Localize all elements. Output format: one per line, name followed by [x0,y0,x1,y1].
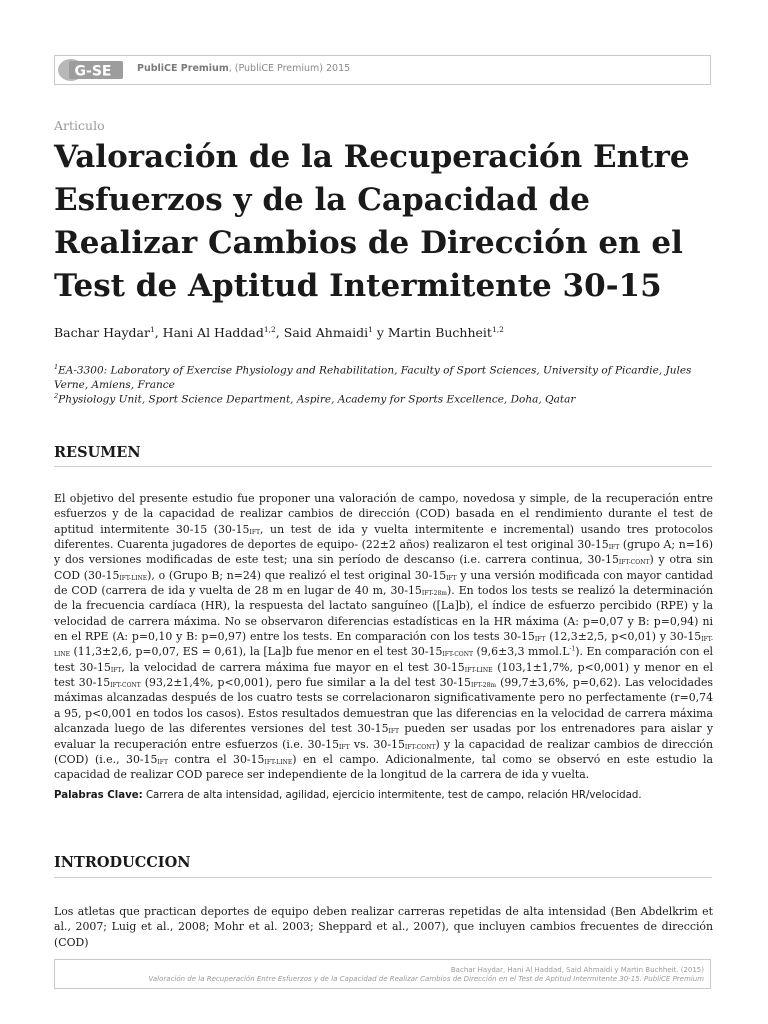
introduction-body: Los atletas que practican deportes de equipo deben realizar carreras repetidas de alta intensidad (Ben Abdelkrim et al., 2007; Luig et al., 2008; Mohr et al. 2003; Sheppard et al., 2007), que incluyen cambios frecuentes de dirección (COD) [54,905,713,949]
abstract-index: IFT [388,728,400,736]
journal-name [137,63,350,74]
abstract-index: IFT-28m [421,590,447,598]
abstract-body [54,491,713,783]
abstract-index: IFT [249,528,261,536]
abstract-index: IFT-LINE [119,574,148,582]
author-affiliation-mark: 1 [368,325,373,334]
abstract-text: (11,3±2,6, p=0,07, ES = 0,61), la [La]b fue menor en el test 30-15 [69,645,443,659]
affiliation-2 [54,389,716,407]
abstract-text: pueden ser usadas por los entrenadores para aislar y evaluar la recuperación entre esfuerzos (i.e. 30-15 [54,722,713,751]
page-footer [54,959,711,989]
abstract-text: ), o (Grupo B; n=24) que realizó el test original 30-15 [147,568,447,582]
section-divider [54,466,712,467]
abstract-text: , la velocidad de carrera máxima fue mayor en el test 30-15 [121,660,465,674]
section-divider [54,877,712,878]
abstract-text: (103,1±1,7%, p<0,001) y menor en el test 30-15 [54,660,713,690]
author-name: Martin Buchheit [387,325,492,341]
author-separator: y [372,325,388,341]
abstract-text: (grupo A; n=16) y dos versiones modificadas de este test; una sin período de descanso (i.e. carrera continua, 30-15 [54,538,713,567]
logo-text: G-SE [74,63,112,80]
abstract-text: (9,6±3,3 mmol.L [472,645,570,659]
abstract-index: IFT [339,743,350,751]
abstract-index: IFT [608,544,620,552]
author-affiliation-mark: 1 [149,325,155,334]
article-type: Articulo [54,118,105,133]
affiliation-1 [54,360,716,393]
abstract-index: IFT [110,666,122,674]
keywords-label: Palabras Clave: [54,790,143,801]
abstract-text: ). En comparación con el test 30-15 [54,645,713,674]
keywords-text: Carrera de alta intensidad, agilidad, ejercicio intermitente, test de campo, relación HR/velocidad. [142,790,642,801]
abstract-index: IFT [157,758,168,766]
abstract-index: IFT-CONT [404,743,436,751]
author-separator: , [275,325,284,341]
abstract-index: IFT-28m [470,682,497,690]
author-name: Hani Al Haddad [162,325,264,341]
article-title: Valoración de la Recuperación Entre Esfuerzos y de la Capacidad de Realizar Cambios de Dirección en el Test de Aptitud Intermitente 30-15 [54,139,690,304]
author-affiliation-mark: 1,2 [263,325,276,334]
abstract-text: ). En todos los tests se realizó la determinación de la frecuencia cardíaca (HR), la respuesta del lactato sanguíneo ([La]b), el índice de esfuerzo percibido (RPE) y la velocidad de carrera máxima. No se observaron diferencias estadísticas en la HR máxima (A: p=0,07 y B: p=0,94) ni en el RPE (A: p=0,10 y B: p=0,97) entre los tests. En comparación con los tests 30-15 [54,584,713,644]
author-name: Bachar Haydar [54,325,150,341]
affiliation-number: 1 [54,363,59,371]
affiliation-text: EA-3300: Laboratory of Exercise Physiology and Rehabilitation, Faculty of Sport Sciences, University of Picardie, Jules Verne, Amiens, France [54,364,692,391]
journal-header [54,55,711,85]
abstract-text: (12,3±2,5, p<0,01) y 30-15 [545,630,702,644]
affiliation-text: Physiology Unit, Sport Science Department, Aspire, Academy for Sports Excellence, Doha, Qatar [58,393,576,406]
gse-logo [57,58,125,82]
abstract-text: (99,7±3,6%, p=0,62). Las velocidades máximas alcanzadas después de los cuatro tests se correlacionaron significativamente pero no perfectamente (r=0,74 a 95, p<0,001 en todos los casos). Estos resultados demuestran que las diferencias en la velocidad de carrera máxima alcanzada luego de las diferentes versiones del test 30-15 [54,676,713,736]
abstract-index: IFT-LINE [464,666,493,674]
abstract-index: IFT-CONT [442,651,473,659]
citation [149,966,704,984]
abstract-text: ) y otra sin COD (30-15 [54,553,713,582]
abstract-text: y una versión modificada con mayor cantidad de COD (carrera de ida y vuelta de 28 m en lugar de 40 m, 30-15 [54,568,713,598]
abstract-index: IFT [534,636,546,644]
citation-authors: Bachar Haydar, Hani Al Haddad, Said Ahmaidi y Martin Buchheit. (2015) [450,966,704,974]
affiliation-number: 2 [54,392,59,400]
author-name: Said Ahmaidi [283,325,369,341]
abstract-index: -1 [569,645,576,653]
abstract-index: IFT-CONT [618,559,650,567]
author-affiliation-mark: 1,2 [491,325,504,334]
abstract-text: ) y la capacidad de realizar cambios de dirección (COD) (i.e., 30-15 [54,737,713,766]
journal-brand: PubliCE Premium [137,63,229,74]
abstract-index: IFT [446,574,457,582]
keywords [54,790,713,801]
abstract-text: , un test de ida y vuelta intermitente e incremental) usando tres protocolos diferentes. Cuarenta jugadores de deportes de equipo- (22±2 años) realizaron el test original 30-15 [54,522,714,552]
abstract-text: El objetivo del presente estudio fue proponer una valoración de campo, novedosa y simple, de la recuperación entre esfuerzos y de la capacidad de realizar cambios de dirección (COD) basada en el rendimiento durante el test de aptitud intermitente 30-15 (30-15 [54,492,713,536]
abstract-text: (93,2±1,4%, p<0,001), pero fue similar a la del test 30-15 [140,676,471,690]
abstract-index: IFT-CONT [110,682,141,690]
abstract-text: contra el 30-15 [167,752,265,766]
abstract-text: ) en el campo. Adicionalmente, tal como se observó en este estudio la capacidad de realizar COD parece ser independiente de la longitud de la carrera de ida y vuelta. [54,752,713,782]
section-heading-resumen: RESUMEN [54,444,141,461]
journal-edition: , (PubliCE Premium) 2015 [228,63,351,74]
author-list [54,325,504,340]
citation-title: Valoración de la Recuperación Entre Esfuerzos y de la Capacidad de Realizar Cambios de Dirección en el Test de Aptitud Intermitente 30-15. PubliCE Premium [148,975,704,983]
abstract-index: IFT-LINE [54,636,713,659]
author-separator: , [154,325,163,341]
abstract-text: vs. 30-15 [349,737,405,751]
section-heading-introduccion: INTRODUCCION [54,854,191,871]
abstract-index: IFT-LINE [264,758,293,766]
